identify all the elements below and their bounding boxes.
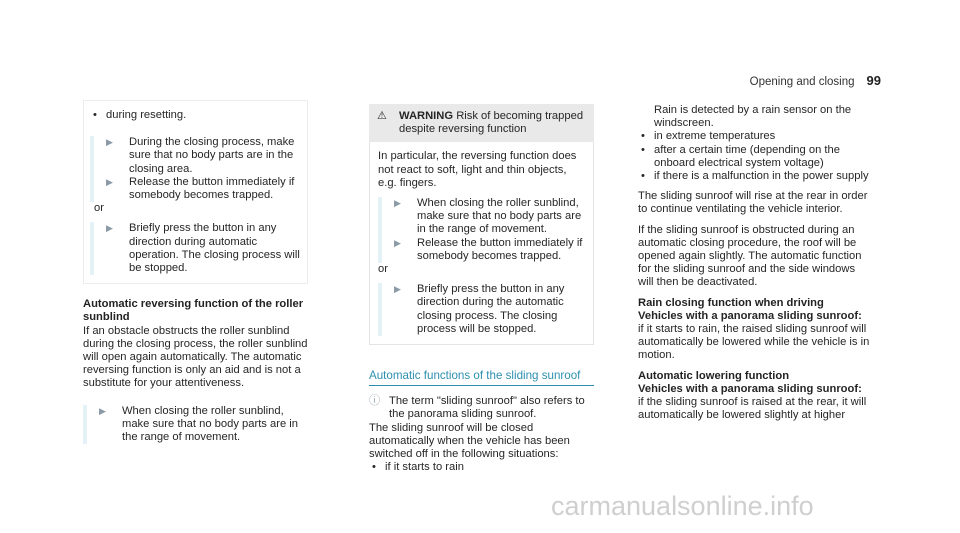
warning-body: In particular, the reversing function does not react to soft, light and thin objects, e.g. fingers.: [378, 150, 577, 189]
step-arrow-icon: ▶: [394, 284, 401, 295]
step-text: Briefly press the button in any direction during automatic operation. The closing process will be stopped.: [129, 222, 300, 275]
instruction-box: [83, 100, 308, 284]
step-item: [83, 405, 308, 445]
step-text: When closing the roller sunblind, make sure that no body parts are in the range of movement.: [122, 404, 298, 444]
bullet-icon: •: [93, 109, 97, 121]
warning-header: [369, 104, 594, 142]
step-item: [378, 237, 585, 263]
body-text: if the sliding sunroof is raised at the rear, it will automatically be lowered slightly at higher: [638, 396, 867, 422]
subheading: Automatic lowering function: [638, 369, 790, 382]
body-text: If an obstacle obstructs the roller sunblind during the closing process, the roller sunblind will open again automatically. The automatic reversing function is only an aid and is not a substitute for your attentiveness.: [83, 324, 308, 390]
section-title: Opening and closing: [749, 76, 855, 88]
column-3: [638, 104, 870, 422]
or-text: or: [94, 202, 104, 215]
step-arrow-icon: ▶: [394, 237, 401, 248]
or-text: or: [378, 263, 388, 276]
vehicle-condition: Vehicles with a panorama sliding sunroof:: [638, 309, 862, 322]
step-arrow-icon: ▶: [394, 198, 401, 209]
heading: Automatic reversing function of the roller sunblind: [83, 298, 304, 324]
bullet-text: after a certain time (depending on the onboard electrical system voltage): [654, 143, 840, 169]
step-text: Release the button immediately if somebody becomes trapped.: [417, 236, 583, 262]
body-text: if it starts to rain, the raised sliding sunroof will automatically be lowered while the vehicle is in motion.: [638, 323, 870, 362]
step-item: [378, 283, 585, 336]
watermark: carmanualsonline.info: [551, 491, 814, 521]
warning-triangle-icon: ⚠: [377, 110, 388, 122]
section-heading: Automatic functions of the sliding sunroof: [369, 369, 594, 386]
bullet-text: during resetting.: [106, 109, 187, 121]
bullet-icon: •: [641, 170, 645, 183]
warning-title: Risk of becoming trapped despite reversing function: [399, 110, 584, 136]
step-arrow-icon: ▶: [106, 137, 113, 148]
step-arrow-icon: ▶: [106, 223, 113, 234]
warning-label: WARNING: [399, 110, 454, 122]
body-text: If the sliding sunroof is obstructed during an automatic closing procedure, the roof will be opened again slightly. The automatic function for the sliding sunroof and the side windows will then be deactivated.: [638, 223, 862, 289]
step-item: [90, 136, 301, 176]
vehicle-condition: Vehicles with a panorama sliding sunroof:: [638, 382, 862, 395]
body-text: The sliding sunroof will rise at the rear in order to continue ventilating the vehicle interior.: [638, 190, 868, 216]
warning-body-box: [369, 142, 594, 345]
column-1: [83, 100, 308, 444]
step-text: Briefly press the button in any direction during the automatic closing process. The closing process will be stopped.: [417, 283, 565, 335]
step-arrow-icon: ▶: [99, 405, 106, 416]
step-item: [90, 176, 301, 202]
bullet-text: in extreme temperatures: [654, 130, 776, 143]
bullet-item: [638, 130, 870, 143]
bullet-item: [90, 109, 301, 122]
info-icon: ⓘ: [369, 395, 381, 408]
subheading: Rain closing function when driving: [638, 296, 824, 309]
step-arrow-icon: ▶: [106, 176, 113, 187]
bullet-item: [638, 144, 870, 170]
bullet-icon: •: [372, 461, 376, 474]
body-text: The sliding sunroof will be closed automatically when the vehicle has been switched off in the following situations:: [369, 421, 570, 461]
note-text: The term "sliding sunroof" also refers to the panorama sliding sunroof.: [389, 395, 585, 421]
step-text: When closing the roller sunblind, make sure that no body parts are in the range of movement.: [417, 197, 582, 236]
page-number: 99: [866, 73, 881, 88]
bullet-item: [638, 170, 870, 183]
bullet-text: if there is a malfunction in the power supply: [654, 170, 869, 183]
step-item: [378, 197, 585, 237]
bullet-item: [369, 461, 594, 474]
page-header: [750, 74, 881, 89]
step-text: During the closing process, make sure that no body parts are in the closing area.: [129, 136, 295, 175]
bullet-text: if it starts to rain: [385, 461, 464, 474]
step-text: Release the button immediately if somebody becomes trapped.: [129, 175, 295, 202]
bullet-icon: •: [641, 143, 645, 156]
step-item: [90, 222, 301, 275]
column-2: [369, 104, 594, 474]
bullet-icon: •: [641, 130, 645, 143]
note: [369, 395, 594, 421]
continued-text: Rain is detected by a rain sensor on the windscreen.: [654, 104, 852, 130]
